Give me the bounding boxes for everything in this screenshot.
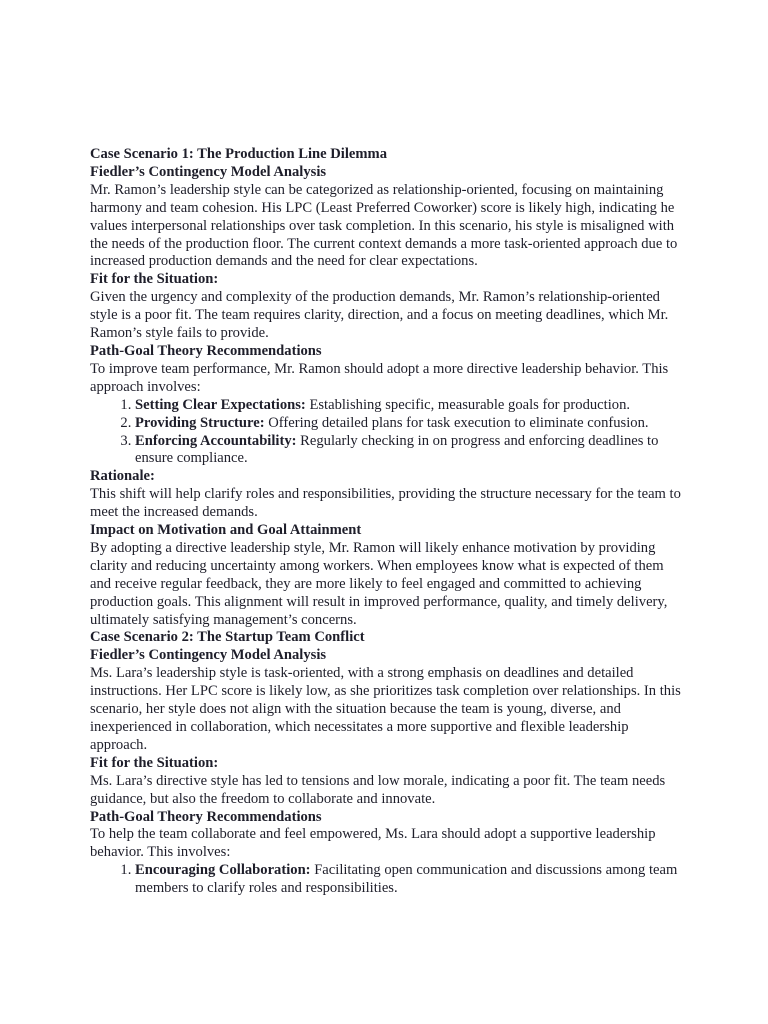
document-body: [90, 146, 684, 898]
case2-recommendation-list: [90, 862, 684, 898]
case1-fit-heading: Fit for the Situation:: [90, 271, 219, 288]
case1-fiedler-text: Mr. Ramon’s leadership style can be categorized as relationship-oriented, focusing on maintaining harmony and team cohesion. His LPC (Least Preferred Coworker) score is likely high, indicating he values interpersonal relationships over task completion. In this scenario, his style is misaligned with the needs of the production floor. The current context demands a more task-oriented approach due to increased production demands and the need for clear expectations.: [90, 181, 678, 270]
list-item-text: Establishing specific, measurable goals for production.: [305, 396, 631, 413]
list-item-lead: Providing Structure:: [135, 414, 265, 431]
case1-impact-text: By adopting a directive leadership style, Mr. Ramon will likely enhance motivation by providing clarity and reducing uncertainty among workers. When employees know what is expected of them and receive regular feedback, they are more likely to feel engaged and committed to achieving production goals. This alignment will result in improved performance, quality, and timely delivery, ultimately satisfying management’s concerns.: [90, 539, 668, 628]
case1-rationale-text: This shift will help clarify roles and responsibilities, providing the structure necessary for the team to meet the increased demands.: [90, 486, 681, 521]
case1-pathgoal-text: To improve team performance, Mr. Ramon should adopt a more directive leadership behavior. This approach involves:: [90, 360, 669, 395]
case2-fiedler-text: Ms. Lara’s leadership style is task-oriented, with a strong emphasis on deadlines and detailed instructions. Her LPC score is likely low, as she prioritizes task completion over relationships. In this scenario, her style does not align with the situation because the team is young, diverse, and inexperienced in collaboration, which necessitates a more supportive and flexible leadership approach.: [90, 665, 681, 753]
list-item-text: Regularly checking in on progress and enforcing deadlines to ensure compliance.: [135, 432, 659, 467]
case1-recommendation-list: [90, 397, 684, 469]
list-item-lead: Enforcing Accountability:: [135, 432, 297, 449]
list-item-lead: Encouraging Collaboration:: [135, 862, 311, 879]
case2-title: Case Scenario 2: The Startup Team Conflict: [90, 629, 365, 646]
case2-fiedler-heading: Fiedler’s Contingency Model Analysis: [90, 647, 327, 664]
list-item-lead: Setting Clear Expectations:: [135, 396, 306, 413]
list-item: [135, 862, 684, 898]
case1-title: Case Scenario 1: The Production Line Dilemma: [90, 146, 387, 162]
case1-fit-text: Given the urgency and complexity of the production demands, Mr. Ramon’s relationship-oriented style is a poor fit. The team requires clarity, direction, and a focus on meeting deadlines, which Mr. Ramon’s style fails to provide.: [90, 289, 669, 342]
list-item-text: Facilitating open communication and discussions among team members to clarify roles and responsibilities.: [135, 862, 678, 897]
case2-pathgoal-heading: Path-Goal Theory Recommendations: [90, 808, 322, 825]
case1-rationale-heading: Rationale:: [90, 468, 155, 485]
list-item: [135, 415, 684, 433]
case1-impact-heading: Impact on Motivation and Goal Attainment: [90, 522, 362, 539]
case1-pathgoal-heading: Path-Goal Theory Recommendations: [90, 342, 322, 359]
case2-fit-text: Ms. Lara’s directive style has led to tensions and low morale, indicating a poor fit. The team needs guidance, but also the freedom to collaborate and innovate.: [90, 772, 666, 807]
case2-pathgoal-text: To help the team collaborate and feel empowered, Ms. Lara should adopt a supportive leadership behavior. This involves:: [90, 826, 656, 861]
list-item-text: Offering detailed plans for task execution to eliminate confusion.: [264, 414, 649, 431]
list-item: [135, 397, 684, 415]
case2-fit-heading: Fit for the Situation:: [90, 754, 219, 771]
list-item: [135, 433, 684, 469]
case1-fiedler-heading: Fiedler’s Contingency Model Analysis: [90, 163, 327, 180]
